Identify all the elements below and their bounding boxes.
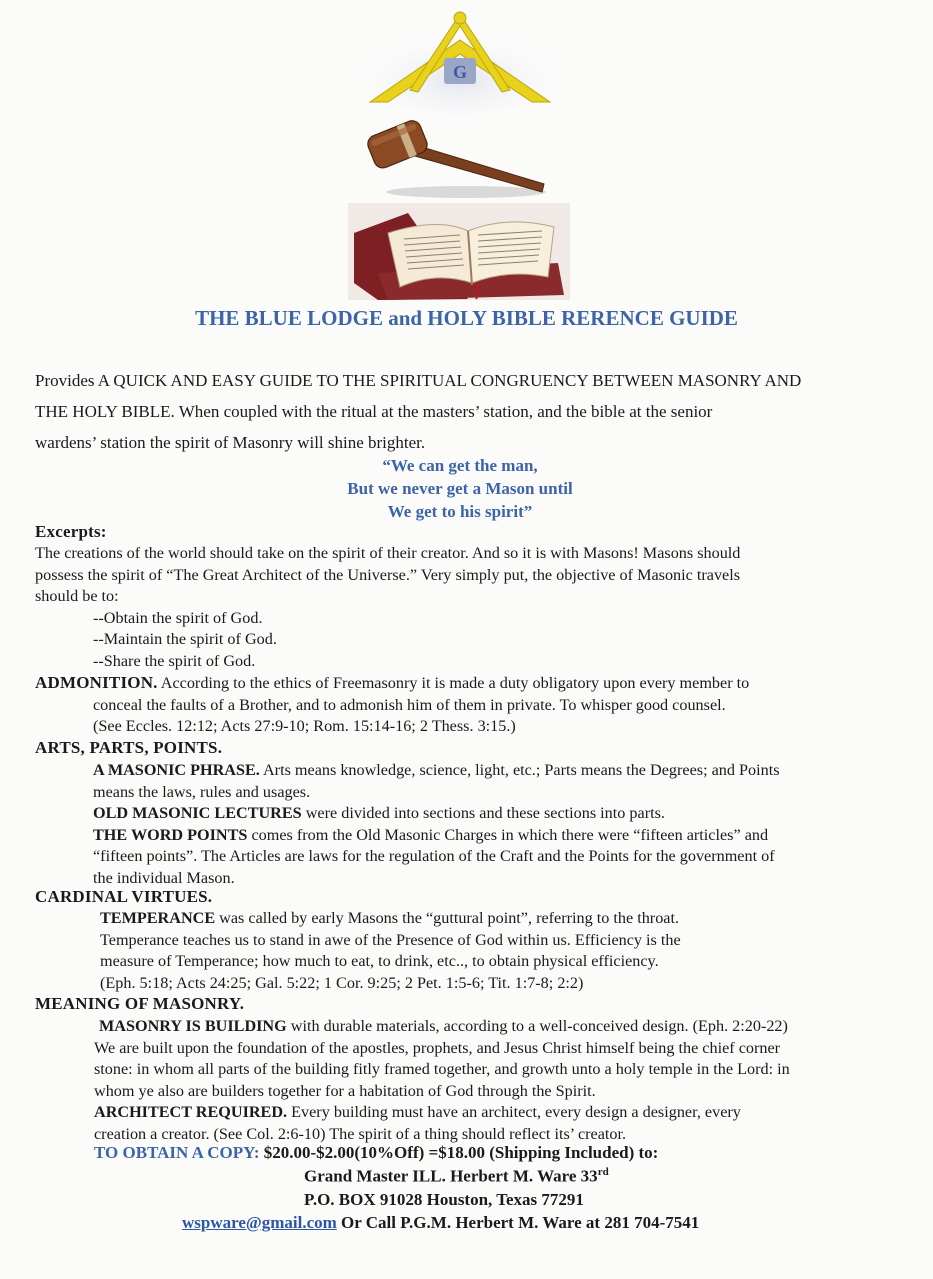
section-heading: MEANING OF MASONRY. — [35, 994, 245, 1013]
excerpts-heading: Excerpts: — [35, 522, 107, 541]
meaning-section — [94, 1016, 890, 1146]
list-item: --Share the spirit of God. — [93, 651, 256, 670]
text-line: the individual Mason. — [93, 868, 235, 887]
section-heading: ARTS, PARTS, POINTS. — [35, 738, 223, 757]
text-line: (Eph. 5:18; Acts 24:25; Gal. 5:22; 1 Cor. 9:25; 2 Pet. 1:5-6; Tit. 1:7-8; 2:2) — [100, 973, 584, 992]
text-line: should be to: — [35, 587, 119, 606]
section-heading: CARDINAL VIRTUES. — [35, 887, 213, 906]
text-line: with durable materials, according to a well-conceived design. (Eph. 2:20-22) — [286, 1017, 788, 1035]
page-title: THE BLUE LODGE and HOLY BIBLE RERENCE GUIDE — [195, 306, 738, 330]
intro-paragraph — [35, 365, 895, 458]
excerpts-paragraph — [35, 543, 905, 673]
text-line: were divided into sections and these sections into parts. — [301, 804, 665, 823]
intro-line: wardens’ station the spirit of Masonry will shine brighter. — [35, 433, 426, 452]
text-line: was called by early Masons the “guttural point”, referring to the throat. — [215, 909, 680, 927]
list-item: --Maintain the spirit of God. — [93, 630, 277, 649]
quote-line: We get to his spirit” — [387, 502, 533, 521]
text-line: According to the ethics of Freemasonry it is made a duty obligatory upon every member to — [157, 674, 750, 692]
email-link[interactable]: wspware@gmail.com — [182, 1213, 337, 1232]
text-line: Every building must have an architect, every design a designer, every — [287, 1103, 741, 1122]
open-bible-image — [348, 203, 570, 300]
bold-term: THE WORD POINTS — [93, 825, 248, 844]
text-line: conceal the faults of a Brother, and to admonish him of them in private. To whisper good counsel. — [93, 695, 726, 714]
bold-term: A MASONIC PHRASE. — [93, 761, 260, 779]
intro-line: THE HOLY BIBLE. When coupled with the ritual at the masters’ station, and the bible at the senior — [35, 402, 713, 421]
contact-line — [182, 1213, 699, 1233]
bold-term: MASONRY IS BUILDING — [99, 1017, 287, 1035]
text-line: Arts means knowledge, science, light, etc.; Parts means the Degrees; and Points — [259, 761, 780, 779]
bold-term: TEMPERANCE — [100, 909, 216, 927]
text-line: stone: in whom all parts of the building fitly framed together, and growth unto a holy temple in the Lord: in — [94, 1060, 790, 1079]
list-item: --Obtain the spirit of God. — [93, 608, 263, 627]
text-line: The creations of the world should take on the spirit of their creator. And so it is with Masons! Masons should — [35, 544, 741, 562]
text-line: measure of Temperance; how much to eat, to drink, etc.., to obtain physical efficiency. — [100, 952, 659, 971]
name-text: Grand Master ILL. Herbert M. Ware 33 — [304, 1166, 598, 1186]
text-line: creation a creator. (See Col. 2:6-10) The spirit of a thing should reflect its’ creator. — [94, 1124, 627, 1143]
contact-name — [304, 1166, 609, 1187]
intro-line: Provides A QUICK AND EASY GUIDE TO THE SPIRITUAL CONGRUENCY BETWEEN MASONRY AND — [35, 371, 802, 390]
order-line — [94, 1143, 658, 1163]
text-line: We are built upon the foundation of the apostles, prophets, and Jesus Christ himself being the chief corner — [94, 1038, 781, 1057]
bold-term: ARCHITECT REQUIRED. — [94, 1103, 288, 1122]
text-line: Temperance teaches us to stand in awe of the Presence of God within us. Efficiency is the — [100, 930, 681, 949]
obtain-copy-label: TO OBTAIN A COPY: — [94, 1143, 260, 1162]
section-heading: ADMONITION. — [35, 673, 158, 692]
quote-line: “We can get the man, — [382, 456, 538, 475]
text-line: “fifteen points”. The Articles are laws for the regulation of the Craft and the Points for the government of — [93, 847, 775, 866]
quote-block — [0, 454, 920, 523]
quote-line: But we never get a Mason until — [347, 479, 573, 498]
price-text: $20.00-$2.00(10%Off) =$18.00 (Shipping Included) to: — [259, 1143, 659, 1162]
emblem-letter-g: G — [452, 62, 468, 82]
text-line: whom ye also are builders together for a habitation of God through the Spirit. — [94, 1081, 596, 1100]
text-line: comes from the Old Masonic Charges in which there were “fifteen articles” and — [247, 825, 769, 844]
text-line: means the laws, rules and usages. — [93, 782, 311, 801]
admonition-section — [35, 672, 905, 738]
ordinal-suffix: rd — [597, 1166, 609, 1178]
phone-text: Or Call P.G.M. Herbert M. Ware at 281 704-7541 — [336, 1213, 700, 1232]
gavel-icon — [366, 112, 552, 200]
text-line: (See Eccles. 12:12; Acts 27:9-10; Rom. 15:14-16; 2 Thess. 3:15.) — [93, 717, 516, 736]
bold-term: OLD MASONIC LECTURES — [93, 804, 302, 823]
cardinal-section — [100, 908, 890, 994]
mailing-address: P.O. BOX 91028 Houston, Texas 77291 — [304, 1190, 584, 1209]
text-line: possess the spirit of “The Great Architect of the Universe.” Very simply put, the objective of Masonic travels — [35, 565, 741, 584]
arts-section — [93, 760, 886, 890]
square-compass-emblem — [360, 10, 560, 115]
